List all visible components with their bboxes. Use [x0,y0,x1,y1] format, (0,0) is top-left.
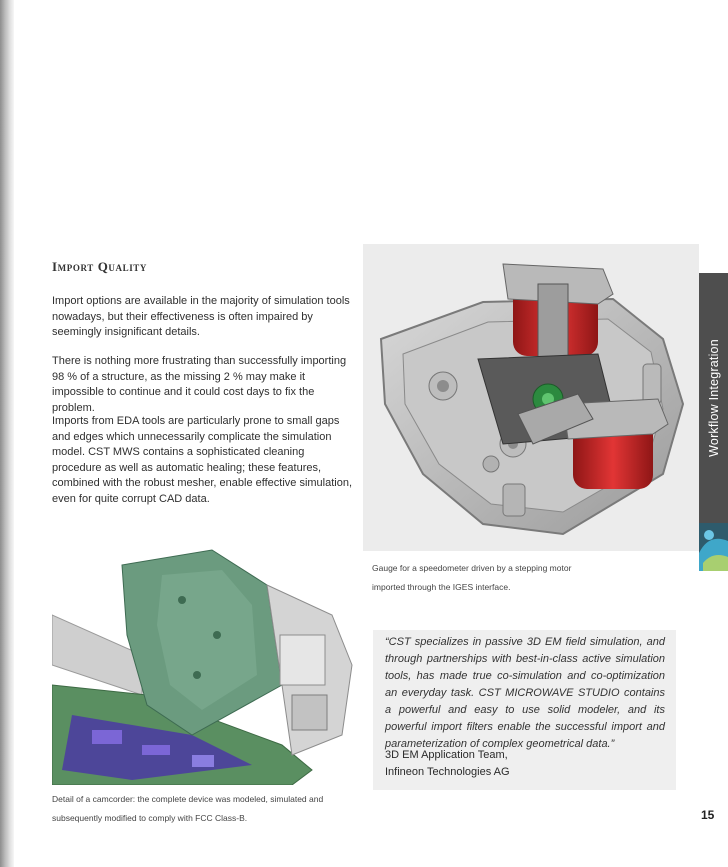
quote-author-line2: Infineon Technologies AG [385,766,510,778]
paragraph-intro: Import options are available in the majority of simulation tools nowadays, but their effectiveness is often impaired by seemingly insignificant details. [52,295,350,339]
page-number: 15 [701,808,715,822]
paragraph-frustration: There is nothing more frustrating than successfully importing 98 % of a structure, as the missing 2 % may make it impossible to continue and it could cost days to fix the problem. [52,355,347,414]
section-title: Import Quality [52,259,148,274]
camcorder-image [52,545,353,785]
page-edge-shadow [0,0,14,867]
sidebar-thumbnail [699,523,728,571]
quote-author-line1: 3D EM Application Team, [385,749,508,761]
gauge-caption: Gauge for a speedometer driven by a stepping motor imported through the IGES interface. [372,563,572,592]
sidebar-label-text: Workflow Integration [706,339,721,457]
gauge-image [363,244,699,551]
paragraph-eda-imports: Imports from EDA tools are particularly prone to small gaps and edges which unnecessarily complicate the simulation model. CST MWS contains a sophisticated cleaning procedure as well as automatic healing; these features, combined with the robust mesher, enable effective simulation, even for quite corrupt CAD data. [52,415,353,505]
sidebar-label [699,273,728,523]
camcorder-caption: Detail of a camcorder: the complete device was modeled, simulated and subsequently modified to comply with FCC Class-B. [52,794,324,823]
quote-text: “CST specializes in passive 3D EM field simulation, and through partnerships with best-in-class active simulation tools, has made true co-simulation and co-optimization an everyday task. CST MICROWAVE STUDIO contains a powerful and easy to use solid modeler, and its powerful import filters enable the successful import and parameterization of complex geometrical data.” [385,636,665,750]
quote-author [385,747,510,781]
